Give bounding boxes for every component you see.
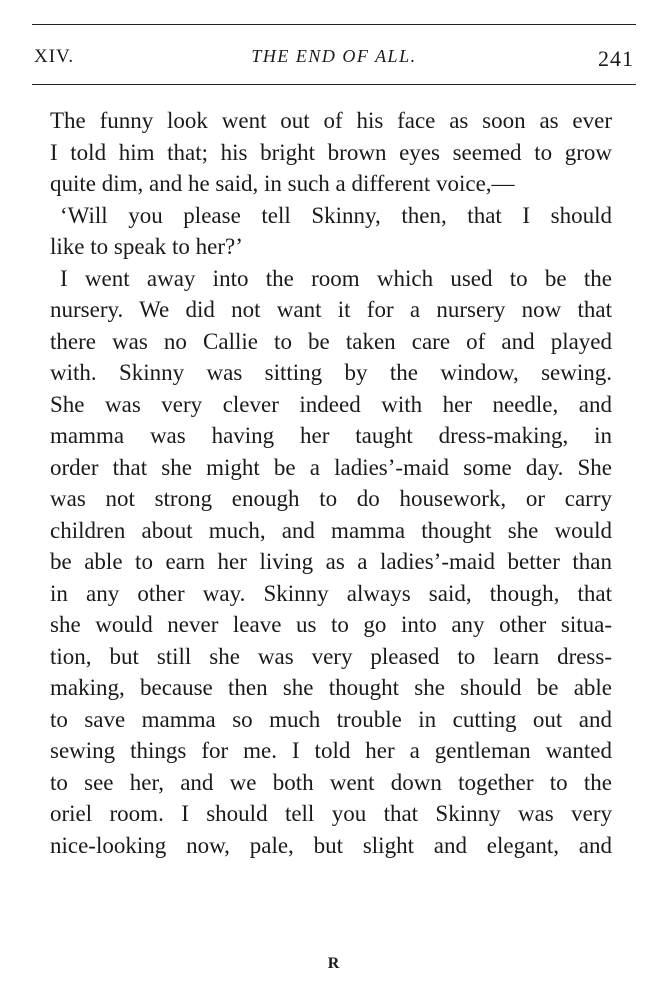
text-line: nursery. We did not want it for a nursery now that bbox=[50, 297, 612, 322]
text-line: order that she might be a ladies’-maid some day. She bbox=[50, 454, 612, 480]
page-body bbox=[50, 105, 612, 861]
signature-mark: R bbox=[327, 955, 340, 972]
text-line: like to speak to her?’ bbox=[50, 234, 243, 259]
text-line: making, because then she thought she should be able bbox=[50, 675, 612, 700]
chapter-number: XIV. bbox=[34, 46, 75, 67]
text-line: in any other way. Skinny always said, though, that bbox=[50, 580, 612, 606]
text-line: to see her, and we both went down together to the bbox=[50, 769, 612, 795]
text-line: there was no Callie to be taken care of and played bbox=[50, 328, 612, 354]
text-line: with. Skinny was sitting by the window, sewing. bbox=[50, 360, 612, 385]
text-line: ‘Will you please tell Skinny, then, that I should bbox=[60, 202, 612, 228]
chapter-title: THE END OF ALL. bbox=[251, 46, 417, 66]
text-line: tion, but still she was very pleased to learn dress- bbox=[50, 643, 612, 669]
text-line: was not strong enough to do housework, or carry bbox=[50, 486, 612, 511]
page-number: 241 bbox=[598, 46, 634, 71]
text-line: mamma was having her taught dress-making, in bbox=[50, 423, 612, 448]
text-line: be able to earn her living as a ladies’-maid better than bbox=[50, 549, 612, 574]
header-top-rule bbox=[32, 24, 636, 25]
text-line: I told him that; his bright brown eyes seemed to grow bbox=[50, 139, 612, 165]
text-line: quite dim, and he said, in such a different voice,— bbox=[50, 171, 515, 196]
text-line: children about much, and mamma thought she would bbox=[50, 517, 612, 543]
running-header bbox=[32, 46, 636, 76]
text-line: The funny look went out of his face as soon as ever bbox=[50, 108, 612, 133]
text-line: nice-looking now, pale, but slight and elegant, and bbox=[50, 832, 612, 858]
text-line: sewing things for me. I told her a gentleman wanted bbox=[50, 738, 612, 763]
text-line: she would never leave us to go into any other situa- bbox=[50, 612, 612, 637]
text-line: to save mamma so much trouble in cutting out and bbox=[50, 706, 612, 732]
text-line: She was very clever indeed with her needle, and bbox=[50, 391, 612, 417]
header-bottom-rule bbox=[32, 84, 636, 85]
text-line: I went away into the room which used to be the bbox=[60, 265, 612, 291]
text-line: oriel room. I should tell you that Skinny was very bbox=[50, 801, 612, 826]
